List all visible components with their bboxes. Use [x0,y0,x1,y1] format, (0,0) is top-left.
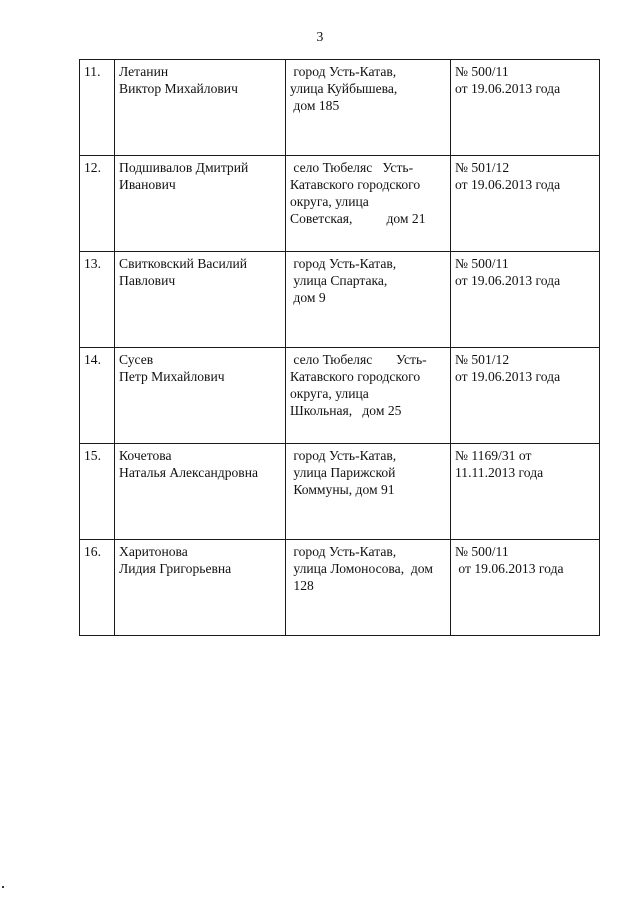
person-name: Кочетова Наталья Александровна [115,444,286,540]
table-row [80,444,600,540]
table-row [80,252,600,348]
person-name: Сусев Петр Михайлович [115,348,286,444]
decision-reference: № 501/12 от 19.06.2013 года [451,156,600,252]
address: город Усть-Катав, улица Парижской Коммуны, дом 91 [286,444,451,540]
address: село Тюбеляс Усть- Катавского городского округа, улица Школьная, дом 25 [286,348,451,444]
row-number: 13. [80,252,115,348]
table-row [80,348,600,444]
address: город Усть-Катав, улица Спартака, дом 9 [286,252,451,348]
decision-reference: № 500/11 от 19.06.2013 года [451,540,600,636]
scan-speck [2,886,4,888]
person-name: Свитковский Василий Павлович [115,252,286,348]
page-number: 3 [316,30,324,45]
table-row [80,540,600,636]
decision-reference: № 501/12 от 19.06.2013 года [451,348,600,444]
person-name: Харитонова Лидия Григорьевна [115,540,286,636]
table-row [80,60,600,156]
row-number: 12. [80,156,115,252]
address: город Усть-Катав, улица Куйбышева, дом 185 [286,60,451,156]
person-name: Подшивалов Дмитрий Иванович [115,156,286,252]
registry-table-body [80,60,600,636]
registry-table [79,59,600,636]
row-number: 14. [80,348,115,444]
row-number: 16. [80,540,115,636]
row-number: 15. [80,444,115,540]
row-number: 11. [80,60,115,156]
decision-reference: № 500/11 от 19.06.2013 года [451,252,600,348]
table-row [80,156,600,252]
person-name: Летанин Виктор Михайлович [115,60,286,156]
address: село Тюбеляс Усть- Катавского городского округа, улица Советская, дом 21 [286,156,451,252]
address: город Усть-Катав, улица Ломоносова, дом 128 [286,540,451,636]
decision-reference: № 1169/31 от 11.11.2013 года [451,444,600,540]
decision-reference: № 500/11 от 19.06.2013 года [451,60,600,156]
